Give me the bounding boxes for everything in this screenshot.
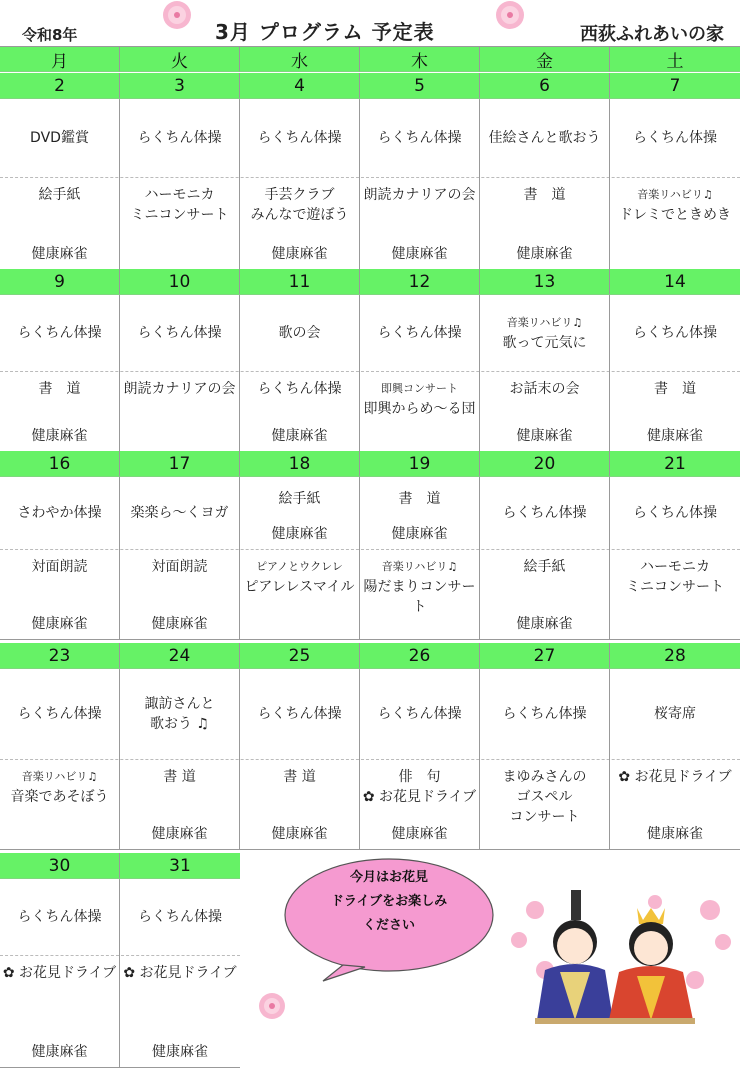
activity-text: 楽楽ら〜くヨガ — [130, 505, 229, 521]
morning-activity-cell — [360, 477, 480, 549]
afternoon-activity-cell — [240, 177, 360, 269]
date-number: 4 — [240, 73, 360, 98]
activity-text: 書 道 — [38, 381, 81, 397]
bubble-message — [283, 866, 495, 938]
mahjong-label: 健康麻雀 — [516, 428, 573, 444]
mahjong-label: 健康麻雀 — [271, 526, 328, 542]
activity-text: ハーモニカ — [640, 559, 710, 575]
date-number: 5 — [360, 73, 480, 98]
activity-text: らくちん体操 — [502, 706, 587, 722]
date-number: 26 — [360, 643, 480, 668]
activity-text: 即興コンサート — [381, 382, 458, 395]
weekday-label: 木 — [360, 47, 480, 71]
afternoon-activity-cell — [610, 371, 740, 451]
afternoon-activity-cell — [480, 549, 610, 639]
mahjong-label: 健康麻雀 — [391, 826, 448, 842]
cherry-blossom-icon — [155, 0, 199, 32]
afternoon-activity-cell — [0, 955, 120, 1067]
activity-text: ✿ お花見ドライブ — [618, 769, 732, 785]
activity-text: 歌の会 — [278, 325, 321, 341]
date-number: 17 — [120, 451, 240, 476]
morning-activity-cell — [360, 99, 480, 177]
activity-text: ピアレレスマイル — [244, 579, 355, 595]
morning-activity-cell — [120, 879, 240, 955]
date-number: 11 — [240, 269, 360, 294]
afternoon-activity-cell — [360, 371, 480, 451]
afternoon-activity-cell — [120, 177, 240, 269]
mahjong-label: 健康麻雀 — [516, 246, 573, 262]
date-number: 21 — [664, 453, 686, 474]
date-number: 20 — [480, 451, 610, 476]
morning-row — [0, 669, 740, 759]
date-number: 6 — [480, 73, 610, 98]
morning-activity-cell — [360, 295, 480, 371]
activity-text: ✿ お花見ドライブ — [2, 965, 117, 981]
date-number: 9 — [0, 269, 120, 294]
bubble-line: 今月はお花見 — [349, 870, 428, 885]
morning-row — [0, 477, 740, 549]
weekday-label: 金 — [480, 47, 610, 71]
activity-text: ✿ お花見ドライブ — [362, 789, 477, 805]
activity-text: 手芸クラブ — [264, 187, 335, 203]
activity-text: ピアノとウクレレ — [256, 560, 343, 573]
date-row — [0, 451, 740, 477]
activity-text: 書 道 — [398, 491, 441, 507]
organization-name: 西荻ふれあいの家 — [580, 24, 724, 45]
activity-text: らくちん体操 — [502, 505, 587, 521]
activity-text: らくちん体操 — [257, 130, 342, 146]
activity-text: ゴスペル — [516, 789, 573, 805]
activity-text: 書 道 — [523, 187, 566, 203]
morning-activity-cell — [240, 477, 360, 549]
date-number: 24 — [120, 643, 240, 668]
afternoon-activity-cell — [360, 759, 480, 849]
activity-text: 絵手紙 — [523, 559, 566, 575]
morning-activity-cell — [0, 295, 120, 371]
morning-activity-cell — [0, 879, 120, 955]
morning-activity-cell — [610, 669, 740, 759]
grid-line — [0, 849, 740, 850]
afternoon-activity-cell — [240, 549, 360, 639]
afternoon-activity-cell — [0, 549, 120, 639]
mahjong-label: 健康麻雀 — [31, 428, 88, 444]
activity-text: らくちん体操 — [633, 505, 717, 521]
activity-text: らくちん体操 — [377, 130, 462, 146]
activity-text: まゆみさんの — [502, 769, 587, 785]
weekday-header-row — [0, 47, 740, 72]
date-row — [0, 643, 740, 669]
activity-text: 歌って元気に — [502, 335, 587, 351]
morning-row — [0, 295, 740, 371]
bubble-line: ドライブをお楽しみ — [330, 894, 448, 909]
weekday-label: 水 — [240, 47, 360, 71]
morning-activity-cell — [480, 477, 610, 549]
afternoon-activity-cell — [240, 371, 360, 451]
activity-text: DVD鑑賞 — [30, 130, 89, 146]
activity-text: 陽だまりコンサート — [363, 579, 476, 615]
afternoon-row — [0, 371, 740, 451]
mahjong-label: 健康麻雀 — [271, 428, 328, 444]
date-number: 2 — [0, 73, 120, 98]
afternoon-activity-cell — [120, 759, 240, 849]
hina-dolls-illustration — [505, 880, 735, 1030]
activity-text: らくちん体操 — [257, 706, 342, 722]
activity-text: 諏訪さんと — [144, 696, 215, 712]
morning-activity-cell — [240, 669, 360, 759]
morning-activity-cell — [120, 295, 240, 371]
morning-row — [0, 99, 740, 177]
weekday-label: 土 — [666, 51, 684, 72]
activity-text: 即興からめ〜る団 — [363, 401, 476, 417]
activity-text: らくちん体操 — [137, 325, 222, 341]
morning-activity-cell — [120, 99, 240, 177]
activity-text: 対面朗読 — [151, 559, 208, 575]
date-number: 13 — [480, 269, 610, 294]
mahjong-label: 健康麻雀 — [516, 616, 573, 632]
morning-activity-cell — [610, 99, 740, 177]
afternoon-activity-cell — [480, 759, 610, 849]
morning-activity-cell — [610, 477, 740, 549]
activity-text: 音楽であそぼう — [10, 789, 109, 805]
activity-text: ミニコンサート — [130, 207, 229, 223]
afternoon-activity-cell — [0, 371, 120, 451]
date-number: 27 — [480, 643, 610, 668]
morning-activity-cell — [480, 99, 610, 177]
mahjong-label: 健康麻雀 — [391, 526, 448, 542]
afternoon-activity-cell — [610, 177, 740, 269]
morning-activity-cell — [480, 669, 610, 759]
activity-text: ミニコンサート — [626, 579, 724, 595]
page-title: 3月 プログラム 予定表 — [215, 20, 435, 44]
activity-text: らくちん体操 — [138, 909, 222, 925]
morning-activity-cell — [0, 477, 120, 549]
activity-text: 書 道 — [654, 381, 696, 397]
activity-text: 俳 句 — [398, 769, 441, 785]
era-label: 令和8年 — [22, 26, 78, 44]
date-number: 12 — [360, 269, 480, 294]
mahjong-label: 健康麻雀 — [31, 1044, 88, 1060]
date-number: 28 — [664, 645, 686, 666]
mahjong-label: 健康麻雀 — [31, 616, 88, 632]
activity-text: 書 道 — [283, 769, 316, 785]
morning-activity-cell — [120, 669, 240, 759]
afternoon-activity-cell — [480, 371, 610, 451]
afternoon-row — [0, 549, 740, 639]
activity-text: 朗読カナリアの会 — [123, 381, 236, 397]
morning-activity-cell — [610, 295, 740, 371]
date-row — [0, 269, 740, 295]
activity-text: らくちん体操 — [17, 909, 102, 925]
activity-text: らくちん体操 — [17, 706, 102, 722]
mahjong-label: 健康麻雀 — [31, 246, 88, 262]
activity-text: 桜寄席 — [654, 706, 696, 722]
activity-text: さわやか体操 — [17, 505, 102, 521]
mahjong-label: 健康麻雀 — [151, 616, 208, 632]
activity-text: 音楽リハビリ♫ — [637, 188, 713, 201]
morning-activity-cell — [480, 295, 610, 371]
morning-activity-cell — [0, 99, 120, 177]
morning-activity-cell — [120, 477, 240, 549]
afternoon-activity-cell — [120, 371, 240, 451]
activity-text: 書 道 — [163, 769, 196, 785]
activity-text: 朗読カナリアの会 — [363, 187, 476, 203]
activity-text: コンサート — [509, 809, 580, 825]
date-number: 31 — [169, 855, 191, 876]
afternoon-activity-cell — [0, 759, 120, 849]
activity-text: らくちん体操 — [633, 325, 717, 341]
activity-text: ✿ お花見ドライブ — [123, 965, 237, 981]
afternoon-activity-cell — [360, 177, 480, 269]
morning-activity-cell — [0, 669, 120, 759]
mahjong-label: 健康麻雀 — [647, 826, 703, 842]
weekday-label: 火 — [120, 47, 240, 71]
page-header — [0, 0, 740, 46]
activity-text: 音楽リハビリ♫ — [21, 770, 98, 783]
activity-text: 絵手紙 — [38, 187, 81, 203]
afternoon-activity-cell — [480, 177, 610, 269]
activity-text: お話末の会 — [509, 381, 580, 397]
activity-text: 佳絵さんと歌おう — [488, 130, 601, 146]
activity-text: 音楽リハビリ♫ — [506, 316, 583, 329]
mahjong-label: 健康麻雀 — [151, 826, 208, 842]
date-number: 30 — [0, 853, 120, 878]
date-number: 25 — [240, 643, 360, 668]
date-number: 14 — [664, 271, 686, 292]
activity-text: ドレミでときめき — [619, 207, 731, 223]
date-number: 3 — [120, 73, 240, 98]
activity-text: らくちん体操 — [17, 325, 102, 341]
afternoon-activity-cell — [120, 955, 240, 1067]
afternoon-activity-cell — [120, 549, 240, 639]
morning-activity-cell — [360, 669, 480, 759]
date-number: 7 — [669, 75, 681, 96]
date-number: 18 — [240, 451, 360, 476]
mahjong-label: 健康麻雀 — [647, 428, 703, 444]
date-row — [0, 853, 240, 879]
activity-text: ハーモニカ — [144, 187, 215, 203]
activity-text: らくちん体操 — [377, 706, 462, 722]
weekday-label: 月 — [0, 47, 120, 71]
activity-text: らくちん体操 — [257, 381, 342, 397]
afternoon-row — [0, 177, 740, 269]
cherry-blossom-icon — [488, 0, 532, 32]
activity-text: らくちん体操 — [137, 130, 222, 146]
date-number: 10 — [120, 269, 240, 294]
mahjong-label: 健康麻雀 — [271, 246, 328, 262]
date-row — [0, 73, 740, 99]
afternoon-activity-cell — [360, 549, 480, 639]
date-number: 16 — [0, 451, 120, 476]
morning-activity-cell — [240, 295, 360, 371]
activity-text: らくちん体操 — [633, 130, 717, 146]
activity-text: 音楽リハビリ♫ — [381, 560, 458, 573]
activity-text: 歌おう ♫ — [149, 716, 209, 732]
date-number: 23 — [0, 643, 120, 668]
mahjong-label: 健康麻雀 — [271, 826, 328, 842]
mahjong-label: 健康麻雀 — [391, 246, 448, 262]
activity-text: 絵手紙 — [278, 491, 321, 507]
afternoon-activity-cell — [610, 759, 740, 849]
afternoon-activity-cell — [0, 177, 120, 269]
afternoon-activity-cell — [240, 759, 360, 849]
afternoon-activity-cell — [610, 549, 740, 639]
grid-line — [0, 639, 740, 640]
activity-text: みんなで遊ぼう — [250, 207, 349, 223]
morning-activity-cell — [240, 99, 360, 177]
activity-text: らくちん体操 — [377, 325, 462, 341]
afternoon-row — [0, 759, 740, 849]
date-number: 19 — [360, 451, 480, 476]
mahjong-label: 健康麻雀 — [152, 1044, 208, 1060]
bubble-line: ください — [362, 918, 415, 933]
activity-text: 対面朗読 — [31, 559, 88, 575]
